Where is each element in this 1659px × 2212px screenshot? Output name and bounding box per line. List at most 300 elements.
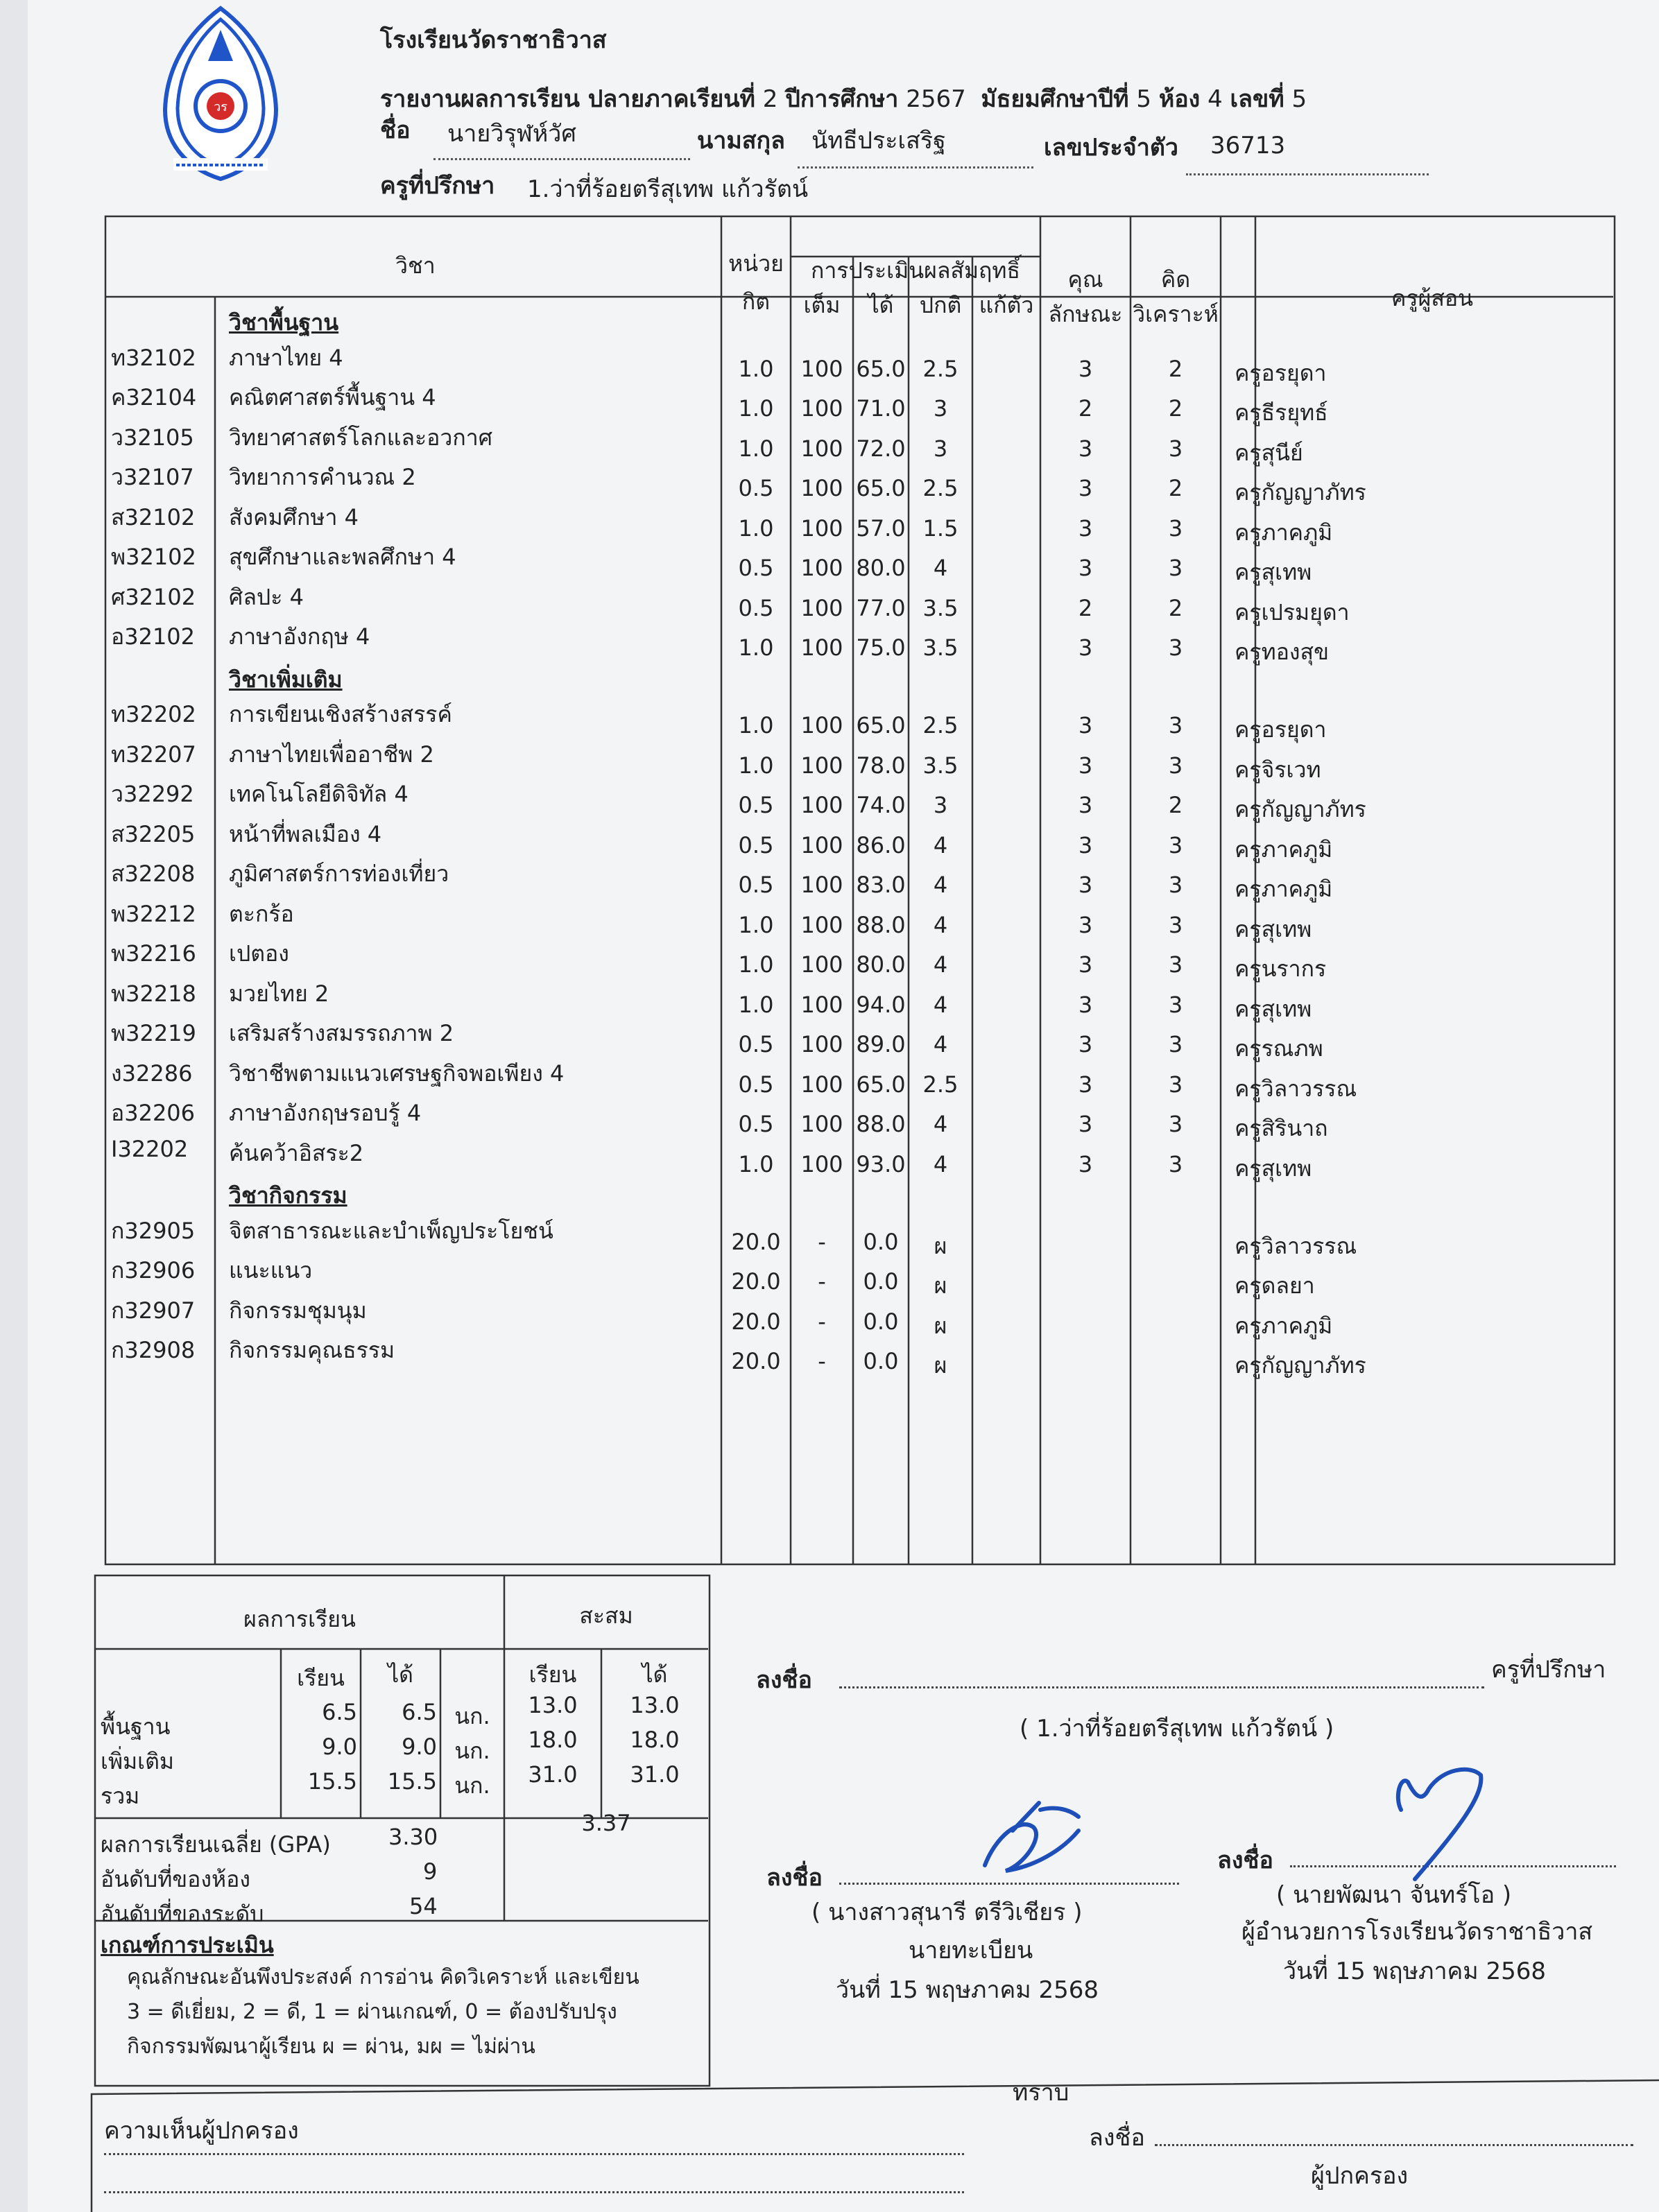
credit: 1.0 xyxy=(738,712,774,739)
col-header-teacher: ครูผู้สอน xyxy=(1391,285,1473,311)
summary-acc-got: 13.0 xyxy=(630,1692,680,1718)
credit: 0.5 xyxy=(738,1111,774,1138)
credit: 0.5 xyxy=(738,594,774,621)
grade: 2.5 xyxy=(922,1071,959,1098)
character-score: 3 xyxy=(1078,951,1093,978)
grade: 4 xyxy=(933,1031,948,1058)
full-score: 100 xyxy=(800,792,843,819)
teacher: ครูธีรยุทธ์ xyxy=(1235,399,1328,426)
score: 65.0 xyxy=(856,712,906,739)
col-header-thinking-1: คิด xyxy=(1160,266,1191,293)
student-number: 5 xyxy=(1291,85,1307,113)
credit: 0.5 xyxy=(738,1031,774,1058)
credit: 1.0 xyxy=(738,951,774,978)
col-header-thinking-2: วิเคราะห์ xyxy=(1133,301,1219,327)
full-score: - xyxy=(818,1348,826,1375)
thinking-score: 3 xyxy=(1168,634,1183,662)
teacher: ครูสุเทพ xyxy=(1235,1155,1312,1182)
summary-unit: นก. xyxy=(454,1738,490,1764)
score: 65.0 xyxy=(856,355,906,382)
score: 74.0 xyxy=(856,792,906,819)
teacher: ครูกัญญาภัทร xyxy=(1235,1352,1366,1379)
credit: 1.0 xyxy=(738,515,774,542)
registrar-signature xyxy=(957,1789,1110,1893)
col-header-character-1: คุณ xyxy=(1067,266,1103,293)
rank-level-label: อันดับที่ของระดับ xyxy=(101,1901,264,1927)
col-header-got: ได้ xyxy=(868,292,894,318)
subject-name: สังคมศึกษา 4 xyxy=(229,503,359,530)
advisor-name: 1.ว่าที่ร้อยตรีสุเทพ แก้วรัตน์ xyxy=(527,175,809,203)
score: 89.0 xyxy=(856,1031,906,1058)
grade: 4 xyxy=(933,1150,948,1177)
full-score: 100 xyxy=(800,634,843,662)
grade: 4 xyxy=(933,555,948,582)
character-score: 3 xyxy=(1078,872,1093,899)
credit: 20.0 xyxy=(731,1228,781,1255)
subject-name: ภาษาอังกฤษ 4 xyxy=(229,623,370,650)
subject-code: พ32212 xyxy=(111,900,196,927)
summary-study: 6.5 xyxy=(322,1699,357,1725)
subject-name: ตะกร้อ xyxy=(229,900,294,927)
parent-role: ผู้ปกครอง xyxy=(1311,2162,1409,2190)
subject-name: วิทยาศาสตร์โลกและอวกาศ xyxy=(229,424,492,451)
student-name: นายวิรุฬห์วัศ xyxy=(447,120,576,148)
thinking-score: 3 xyxy=(1168,752,1183,779)
advisor-sign-label: ลงชื่อ xyxy=(756,1666,812,1694)
subject-name: ค้นคว้าอิสระ2 xyxy=(229,1139,364,1166)
subject-code: ว32105 xyxy=(111,424,194,451)
credit: 1.0 xyxy=(738,634,774,662)
col-header-full: เต็ม xyxy=(803,292,841,318)
subject-name: เทคโนโลยีดิจิทัล 4 xyxy=(229,781,409,808)
subject-name: คณิตศาสตร์พื้นฐาน 4 xyxy=(229,384,436,411)
summary-box xyxy=(94,1574,711,2087)
rank-room-label: อันดับที่ของห้อง xyxy=(101,1866,250,1892)
teacher: ครูสุนีย์ xyxy=(1235,439,1303,466)
subject-name: ภาษาไทย 4 xyxy=(229,344,343,371)
summary-acc-study: 31.0 xyxy=(528,1761,578,1788)
thinking-score: 3 xyxy=(1168,435,1183,462)
parent-sign-line xyxy=(1155,2144,1633,2146)
thinking-score: 2 xyxy=(1168,355,1183,382)
grade: 2.5 xyxy=(922,475,959,502)
full-score: 100 xyxy=(800,831,843,858)
grade: ผ xyxy=(934,1272,947,1299)
summary-acc-got-header: ได้ xyxy=(642,1661,668,1688)
score: 88.0 xyxy=(856,1111,906,1138)
subject-code: ส32208 xyxy=(111,861,196,888)
summary-acc-got: 18.0 xyxy=(630,1727,680,1753)
subject-code: ท32202 xyxy=(111,701,196,728)
subject-name: เปตอง xyxy=(229,940,289,967)
credit: 1.0 xyxy=(738,395,774,422)
section-title: วิชากิจกรรม xyxy=(229,1182,347,1209)
subject-name: ศิลปะ 4 xyxy=(229,583,304,610)
director-sign-label: ลงชื่อ xyxy=(1217,1847,1273,1874)
director-role: ผู้อำนวยการโรงเรียนวัดราชาธิวาส xyxy=(1241,1918,1593,1946)
character-score: 3 xyxy=(1078,435,1093,462)
character-score: 3 xyxy=(1078,634,1093,662)
subject-code: ค32104 xyxy=(111,384,197,411)
criteria-line-2: 3 = ดีเยี่ยม, 2 = ดี, 1 = ผ่านเกณฑ์, 0 = ต้องปรับปรุง xyxy=(127,2000,617,2024)
thinking-score: 3 xyxy=(1168,991,1183,1018)
score: 0.0 xyxy=(863,1268,899,1295)
summary-got: 6.5 xyxy=(402,1699,437,1725)
director-name: ( นายพัฒนา จันทร์โอ ) xyxy=(1276,1881,1512,1909)
subject-code: อ32206 xyxy=(111,1100,196,1127)
subject-name: สุขศึกษาและพลศึกษา 4 xyxy=(229,544,456,571)
score: 80.0 xyxy=(856,951,906,978)
grade: ผ xyxy=(934,1232,947,1259)
score: 65.0 xyxy=(856,475,906,502)
character-score: 3 xyxy=(1078,831,1093,858)
subject-code: ว32292 xyxy=(111,781,194,808)
advisor-sign-line xyxy=(839,1686,1484,1688)
full-score: 100 xyxy=(800,435,843,462)
subject-code: ศ32102 xyxy=(111,583,196,610)
summary-acc-got: 31.0 xyxy=(630,1761,680,1788)
thinking-score: 3 xyxy=(1168,1071,1183,1098)
full-score: 100 xyxy=(800,1150,843,1177)
number-label: เลขที่ xyxy=(1230,85,1284,113)
subject-name: จิตสาธารณะและบำเพ็ญประโยชน์ xyxy=(229,1217,553,1244)
grade: 2.5 xyxy=(922,712,959,739)
registrar-role: นายทะเบียน xyxy=(909,1937,1033,1964)
summary-study-header: เรียน xyxy=(297,1665,345,1691)
character-score: 3 xyxy=(1078,515,1093,542)
thinking-score: 3 xyxy=(1168,555,1183,582)
subject-name: หน้าที่พลเมือง 4 xyxy=(229,820,382,847)
room: 4 xyxy=(1207,85,1223,113)
year: 2567 xyxy=(906,85,966,113)
summary-acc-study: 13.0 xyxy=(528,1692,578,1718)
grade: 1.5 xyxy=(922,515,959,542)
subject-code: ก32906 xyxy=(111,1257,196,1284)
grade: 4 xyxy=(933,1111,948,1138)
full-score: - xyxy=(818,1308,826,1335)
teacher: ครูกัญญาภัทร xyxy=(1235,796,1366,823)
teacher: ครูภาคภูมิ xyxy=(1235,836,1333,863)
teacher: ครูสุเทพ xyxy=(1235,915,1312,942)
grade: 2.5 xyxy=(922,355,959,382)
teacher: ครูสุเทพ xyxy=(1235,559,1312,586)
student-id: 36713 xyxy=(1210,132,1286,159)
id-underline xyxy=(1186,173,1429,175)
teacher: ครูสุเทพ xyxy=(1235,995,1312,1022)
teacher: ครูจิรเวท xyxy=(1235,756,1321,783)
col-header-credit-1: หน่วย xyxy=(728,250,784,277)
subject-name: มวยไทย 2 xyxy=(229,980,329,1007)
teacher: ครูวิลาวรรณ xyxy=(1235,1075,1357,1102)
teacher: ครูอรยุดา xyxy=(1235,359,1327,386)
subject-code: พ32216 xyxy=(111,940,196,967)
svg-text:วร: วร xyxy=(214,100,227,114)
student-surname: นัทธีประเสริฐ xyxy=(811,127,946,155)
full-score: - xyxy=(818,1228,826,1255)
room-label: ห้อง xyxy=(1158,85,1201,113)
teacher: ครูทองสุข xyxy=(1235,639,1329,666)
score: 83.0 xyxy=(856,872,906,899)
subject-name: แนะแนว xyxy=(229,1257,313,1284)
credit: 1.0 xyxy=(738,355,774,382)
subject-code: พ32218 xyxy=(111,980,196,1007)
subject-name: กิจกรรมชุมนุม xyxy=(229,1297,367,1324)
subject-name: วิทยาการคำนวณ 2 xyxy=(229,464,416,491)
subject-code: ว32107 xyxy=(111,464,194,491)
teacher: ครูสิรินาถ xyxy=(1235,1115,1328,1142)
grade: 4 xyxy=(933,991,948,1018)
summary-got: 9.0 xyxy=(402,1734,437,1760)
grade: 4 xyxy=(933,831,948,858)
thinking-score: 3 xyxy=(1168,872,1183,899)
credit: 0.5 xyxy=(738,831,774,858)
credit: 20.0 xyxy=(731,1348,781,1375)
criteria-line-3: กิจกรรมพัฒนาผู้เรียน ผ = ผ่าน, มผ = ไม่ผ่าน xyxy=(127,2034,535,2059)
col-header-character-2: ลักษณะ xyxy=(1048,301,1123,327)
grade: 3 xyxy=(933,435,948,462)
subject-name: ภูมิศาสตร์การท่องเที่ยว xyxy=(229,861,449,888)
score: 0.0 xyxy=(863,1348,899,1375)
full-score: 100 xyxy=(800,951,843,978)
school-logo xyxy=(160,6,281,186)
school-name: โรงเรียนวัดราชาธิวาส xyxy=(380,26,607,54)
character-score: 2 xyxy=(1078,594,1093,621)
col-header-fix: แก้ตัว xyxy=(979,292,1034,318)
summary-study: 9.0 xyxy=(322,1734,357,1760)
credit: 20.0 xyxy=(731,1308,781,1335)
full-score: 100 xyxy=(800,594,843,621)
subject-code: อ32102 xyxy=(111,623,196,650)
summary-acc-study-header: เรียน xyxy=(528,1661,577,1688)
credit: 0.5 xyxy=(738,555,774,582)
score: 65.0 xyxy=(856,1071,906,1098)
grade: 4 xyxy=(933,951,948,978)
summary-got: 15.5 xyxy=(387,1768,437,1795)
summary-acc-study: 18.0 xyxy=(528,1727,578,1753)
subject-name: ภาษาอังกฤษรอบรู้ 4 xyxy=(229,1100,422,1127)
name-label: ชื่อ xyxy=(380,116,411,144)
registrar-name: ( นางสาวสุนารี ตรีวิเชียร ) xyxy=(811,1899,1083,1926)
student-id-label: เลขประจำตัว xyxy=(1044,134,1178,162)
grade: ผ xyxy=(934,1312,947,1339)
character-score: 3 xyxy=(1078,1031,1093,1058)
score: 78.0 xyxy=(856,752,906,779)
criteria-title: เกณฑ์การประเมิน xyxy=(101,1932,274,1958)
gpa-accumulated: 3.37 xyxy=(581,1810,631,1836)
thinking-score: 3 xyxy=(1168,1150,1183,1177)
summary-unit: นก. xyxy=(454,1703,490,1729)
full-score: 100 xyxy=(800,515,843,542)
subject-code: ก32908 xyxy=(111,1337,196,1364)
summary-unit: นก. xyxy=(454,1772,490,1799)
credit: 0.5 xyxy=(738,1071,774,1098)
character-score: 3 xyxy=(1078,1071,1093,1098)
summary-row-label: พื้นฐาน xyxy=(101,1713,171,1740)
director-date: วันที่ 15 พฤษภาคม 2568 xyxy=(1283,1958,1547,1985)
teacher: ครูเปรมยุดา xyxy=(1235,598,1350,625)
score: 0.0 xyxy=(863,1228,899,1255)
full-score: 100 xyxy=(800,872,843,899)
grade: 3 xyxy=(933,792,948,819)
subject-name: ภาษาไทยเพื่ออาชีพ 2 xyxy=(229,741,434,768)
full-score: 100 xyxy=(800,712,843,739)
gpa-value: 3.30 xyxy=(388,1824,438,1850)
year-label: ปีการศึกษา xyxy=(785,85,899,113)
rank-room-value: 9 xyxy=(423,1858,438,1885)
teacher: ครูรณภพ xyxy=(1235,1035,1323,1062)
thinking-score: 2 xyxy=(1168,594,1183,621)
name-underline xyxy=(433,158,690,160)
teacher: ครูภาคภูมิ xyxy=(1235,519,1333,546)
col-header-assessment: การประเมินผลสัมฤทธิ์ xyxy=(810,257,1021,284)
summary-row-label: เพิ่มเติม xyxy=(101,1748,174,1774)
section-title: วิชาพื้นฐาน xyxy=(229,309,339,336)
character-score: 3 xyxy=(1078,991,1093,1018)
teacher: ครูภาคภูมิ xyxy=(1235,876,1333,903)
grade: 3.5 xyxy=(922,752,959,779)
full-score: 100 xyxy=(800,1111,843,1138)
advisor-role: ครูที่ปรึกษา xyxy=(1491,1656,1606,1684)
thinking-score: 3 xyxy=(1168,712,1183,739)
character-score: 3 xyxy=(1078,752,1093,779)
character-score: 3 xyxy=(1078,355,1093,382)
character-score: 3 xyxy=(1078,555,1093,582)
grade: 4 xyxy=(933,911,948,938)
character-score: 3 xyxy=(1078,1111,1093,1138)
character-score: 3 xyxy=(1078,1150,1093,1177)
credit: 1.0 xyxy=(738,991,774,1018)
registrar-sign-label: ลงชื่อ xyxy=(766,1864,823,1892)
character-score: 3 xyxy=(1078,911,1093,938)
surname-label: นามสกุล xyxy=(697,127,785,155)
teacher: ครูอรยุดา xyxy=(1235,716,1327,743)
teacher: ครูภาคภูมิ xyxy=(1235,1312,1333,1339)
subject-name: เสริมสร้างสมรรถภาพ 2 xyxy=(229,1020,454,1047)
full-score: 100 xyxy=(800,1071,843,1098)
thinking-score: 2 xyxy=(1168,475,1183,502)
col-header-subject: วิชา xyxy=(395,252,436,279)
character-score: 3 xyxy=(1078,792,1093,819)
thinking-score: 2 xyxy=(1168,395,1183,422)
score: 0.0 xyxy=(863,1308,899,1335)
subject-code: ส32102 xyxy=(111,503,196,530)
full-score: 100 xyxy=(800,475,843,502)
summary-accum-header: สะสม xyxy=(579,1602,633,1629)
full-score: 100 xyxy=(800,1031,843,1058)
subject-name: การเขียนเชิงสร้างสรรค์ xyxy=(229,701,452,728)
rank-level-value: 54 xyxy=(409,1893,438,1919)
score: 88.0 xyxy=(856,911,906,938)
subject-code: ก32905 xyxy=(111,1217,196,1244)
teacher: ครูดลยา xyxy=(1235,1272,1315,1299)
score: 75.0 xyxy=(856,634,906,662)
section-title: วิชาเพิ่มเติม xyxy=(229,666,343,693)
credit: 20.0 xyxy=(731,1268,781,1295)
summary-result-header: ผลการเรียน xyxy=(243,1606,356,1632)
acknowledge-label: ทราบ xyxy=(1013,2079,1069,2107)
subject-code: I32202 xyxy=(111,1135,189,1162)
grade: 4 xyxy=(933,872,948,899)
credit: 1.0 xyxy=(738,752,774,779)
subject-code: ท32207 xyxy=(111,741,196,768)
grade: 5 xyxy=(1136,85,1151,113)
grade: 3.5 xyxy=(922,634,959,662)
subject-code: ง32286 xyxy=(111,1060,193,1087)
teacher: ครูวิลาวรรณ xyxy=(1235,1232,1357,1259)
subject-name: วิชาชีพตามแนวเศรษฐกิจพอเพียง 4 xyxy=(229,1060,565,1087)
parent-sign-label: ลงชื่อ xyxy=(1089,2124,1145,2152)
score: 94.0 xyxy=(856,991,906,1018)
credit: 0.5 xyxy=(738,872,774,899)
thinking-score: 3 xyxy=(1168,951,1183,978)
full-score: 100 xyxy=(800,395,843,422)
score: 77.0 xyxy=(856,594,906,621)
parent-opinion-line-2 xyxy=(104,2191,964,2193)
thinking-score: 3 xyxy=(1168,1031,1183,1058)
character-score: 3 xyxy=(1078,475,1093,502)
col-header-normal: ปกติ xyxy=(919,292,962,318)
summary-study: 15.5 xyxy=(307,1768,357,1795)
advisor-sign-name: ( 1.ว่าที่ร้อยตรีสุเทพ แก้วรัตน์ ) xyxy=(1020,1715,1334,1743)
grade: 3.5 xyxy=(922,594,959,621)
parent-opinion-label: ความเห็นผู้ปกครอง xyxy=(104,2117,299,2145)
score: 71.0 xyxy=(856,395,906,422)
report-title-line xyxy=(380,80,1307,117)
criteria-line-1: คุณลักษณะอันพึงประสงค์ การอ่าน คิดวิเคราะห์ และเขียน xyxy=(127,1965,639,1989)
subject-code: พ32102 xyxy=(111,544,196,571)
credit: 0.5 xyxy=(738,792,774,819)
character-score: 2 xyxy=(1078,395,1093,422)
credit: 1.0 xyxy=(738,1150,774,1177)
surname-underline xyxy=(798,166,1033,169)
score: 93.0 xyxy=(856,1150,906,1177)
col-header-credit-2: กิต xyxy=(741,288,771,315)
grade: 3 xyxy=(933,395,948,422)
semester: 2 xyxy=(762,85,778,113)
subject-code: ท32102 xyxy=(111,344,196,371)
full-score: 100 xyxy=(800,911,843,938)
grade: ผ xyxy=(934,1352,947,1379)
credit: 1.0 xyxy=(738,435,774,462)
full-score: 100 xyxy=(800,355,843,382)
full-score: 100 xyxy=(800,752,843,779)
full-score: 100 xyxy=(800,555,843,582)
score: 72.0 xyxy=(856,435,906,462)
score: 57.0 xyxy=(856,515,906,542)
summary-row-label: รวม xyxy=(101,1783,140,1809)
score: 86.0 xyxy=(856,831,906,858)
teacher: ครูกัญญาภัทร xyxy=(1235,479,1366,506)
subject-code: ก32907 xyxy=(111,1297,196,1324)
parent-section-frame xyxy=(90,2053,1659,2212)
parent-opinion-line-1 xyxy=(104,2153,964,2155)
subject-name: กิจกรรมคุณธรรม xyxy=(229,1337,395,1364)
subject-code: ส32205 xyxy=(111,820,196,847)
full-score: - xyxy=(818,1268,826,1295)
thinking-score: 3 xyxy=(1168,831,1183,858)
gpa-label: ผลการเรียนเฉลี่ย (GPA) xyxy=(101,1831,331,1858)
grades-table xyxy=(104,215,1616,1567)
thinking-score: 2 xyxy=(1168,792,1183,819)
director-signature xyxy=(1380,1747,1505,1886)
subject-code: พ32219 xyxy=(111,1020,196,1047)
class-label: มัธยมศึกษาปีที่ xyxy=(981,85,1129,113)
advisor-label: ครูที่ปรึกษา xyxy=(380,172,495,200)
thinking-score: 3 xyxy=(1168,911,1183,938)
credit: 0.5 xyxy=(738,475,774,502)
report-title: รายงานผลการเรียน ปลายภาคเรียนที่ xyxy=(380,85,755,113)
registrar-date: วันที่ 15 พฤษภาคม 2568 xyxy=(836,1976,1099,2004)
